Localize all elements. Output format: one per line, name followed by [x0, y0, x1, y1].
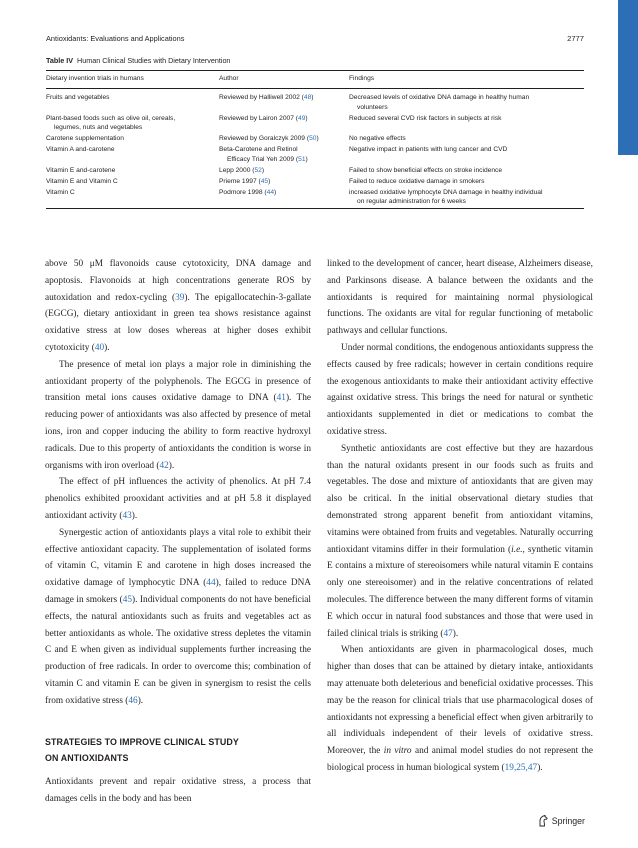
table-row: [46, 188, 584, 207]
author-cell: Reviewed by Lairon 2007 (49): [219, 114, 308, 122]
citation-link[interactable]: 45: [122, 594, 133, 605]
column-header: Author: [219, 75, 239, 82]
citation-link[interactable]: 48: [303, 94, 312, 102]
trial-cell: Plant-based foods such as olive oil, cereals, legumes, nuts and vegetables: [46, 114, 176, 132]
citation-link[interactable]: 19,25,47: [504, 762, 538, 773]
findings-cell: No negative effects: [349, 135, 406, 143]
journal-side-tab: [618, 0, 638, 155]
findings-cell: Negative impact in patients with lung cancer and CVD: [349, 146, 508, 154]
citation-link[interactable]: 43: [122, 510, 132, 521]
paragraph: When antioxidants are given in pharmacological doses, much higher than doses that can be attained by dietary intake, antioxidants may attenuate both deleterious and beneficial oxidative processes. This may be the reason for clinical trials that use pharmacological doses of antioxidants not expressing a beneficial effect when given arbitrarily to all individuals independent of their levels of oxidative stress. Moreover, the in vitro and animal model studies do not represent the biological process in human biological system (19,25,47).: [327, 645, 593, 773]
table-row: [46, 145, 584, 164]
table-caption: [46, 56, 584, 65]
table-bottom-rule: [46, 208, 584, 209]
citation-link[interactable]: 51: [298, 155, 306, 163]
trial-cell: Carotene supplementation: [46, 135, 124, 143]
trial-cell: Fruits and vegetables: [46, 94, 110, 102]
table-header-row: [46, 71, 584, 88]
findings-cell: Failed to show beneficial effects on stroke incidence: [349, 166, 503, 174]
table-body: [46, 89, 584, 206]
findings-cell: Reduced several CVD risk factors in subjects at risk: [349, 114, 502, 122]
citation-link[interactable]: 47: [443, 628, 453, 639]
author-cell: Reviewed by Goralczyk 2009 (50): [219, 135, 319, 143]
paragraph: linked to the development of cancer, heart disease, Alzheimers disease, and Parkinsons disease. A balance between the oxidants and the antioxidants is required for maintaining normal physiological functions. The oxidants are vital for regular functioning of metabolic pathways and cellular functions.: [327, 259, 593, 337]
trial-cell: Vitamin A and-carotene: [46, 146, 115, 154]
paragraph: Synthetic antioxidants are cost effective but they are hazardous than the natural oxidants present in our foods such as fruits and vegetables. The dose and mixture of antioxidants that are given may also be critical. In the initial observational dietary studies that demonstrated strong apparent benefit from antioxidant vitamins, vitamins were obtained from fruits and vegetables. Naturally occurring antioxidant vitamins differ in their formulation (i.e., synthetic vitamin E contains a mixture of stereoisomers while natural vitamin E contains only one stereoisomer) and in the relative concentrations of related molecules. The difference between the many different forms of vitamin E which occur in natural food substances and those that were used in failed clinical trials is striking (47).: [327, 443, 593, 639]
table-row: [46, 93, 584, 112]
paragraph: Under normal conditions, the endogenous antioxidants suppress the effects caused by free radicals; however in certain conditions require the exogenous antioxidants to make their antioxidant activity effective against oxidative stress. This brings the need for natural or synthetic antioxidants supplemented in diet or medications to combat the oxidative stress.: [327, 342, 593, 437]
table-row: [46, 134, 584, 143]
findings-cell: Decreased levels of oxidative DNA damage in healthy human volunteers: [349, 94, 530, 111]
author-cell: Reviewed by Halliwell 2002 (48): [219, 94, 314, 102]
trial-cell: Vitamin C: [46, 188, 75, 196]
author-cell: Lepp 2000 (52): [219, 166, 265, 174]
citation-link[interactable]: 45: [260, 177, 269, 185]
table-row: [46, 114, 584, 133]
author-cell: Podmore 1998 (44): [219, 188, 277, 196]
journal-title: Antioxidants: Evaluations and Applications: [46, 34, 185, 43]
paragraph: Synergestic action of antioxidants plays a vital role to exhibit their effective antioxidant capacity. The supplementation of isolated forms of vitamin C, vitamin E and carotene in high doses increased the oxidative damage of lymphocytic DNA (44), failed to reduce DNA damage in smokers (45). Individual components do not have beneficial effects, the natural antioxidants such as fruits and vegetables act as better antioxidants as whole. The oxidative stress depletes the vitamin C and E when given as individual supplements further increasing the production of free radicals. In order to overcome this; combination of vitamin C and vitamin E can be given in synergism to resist the cells from oxidative stress (46).: [45, 527, 311, 706]
paragraph: above 50 μM flavonoids cause cytotoxicity, DNA damage and apoptosis. Flavonoids at high concentrations generate ROS by autoxidation and redox-cycling (39). The epigallocatechin-3-gallate (EGCG), dietary antioxidant in green tea shows resistance against oxidative stress at low doses whereas at higher doses exhibit cytotoxicity (40).: [45, 259, 311, 353]
italic-text: in vitro: [383, 746, 412, 757]
springer-horse-icon: [537, 814, 549, 827]
running-head: [46, 34, 584, 43]
table-iv: [46, 56, 584, 209]
findings-cell: increased oxidative lymphocyte DNA damage in healthy individual on regular administration for 6 weeks: [349, 188, 543, 206]
citation-link[interactable]: 46: [128, 695, 138, 706]
trial-cell: Vitamin E and Vitamin C: [46, 177, 118, 185]
table-caption-text: Human Clinical Studies with Dietary Intervention: [77, 56, 231, 65]
table-row: [46, 166, 584, 175]
right-column: [327, 256, 593, 777]
author-cell: Prieme 1997 (45): [219, 177, 271, 185]
page-number: 2777: [567, 34, 584, 43]
section-heading-line: STRATEGIES TO IMPROVE CLINICAL STUDY: [45, 736, 239, 747]
citation-link[interactable]: 39: [175, 292, 185, 303]
publisher-name: Springer: [551, 815, 585, 826]
paragraph: The presence of metal ion plays a major role in diminishing the antioxidant property of the polyphenols. The EGCG in presence of transition metal ions causes oxidative damage to DNA (41). The reducing power of antioxidants was also affected by presence of metal ions, iron and copper inducing the ability to form reactive hydroxyl radicals. Due to this property of antioxidants the condition is worse in organisms with iron overload (42).: [45, 359, 311, 471]
citation-link[interactable]: 49: [298, 114, 306, 122]
column-header: Dietary invention trials in humans: [46, 75, 144, 82]
left-column: [45, 256, 311, 807]
column-header: Findings: [349, 75, 375, 82]
table-row: [46, 177, 584, 186]
trial-cell: Vitamin E and-carotene: [46, 166, 116, 174]
section-heading: [45, 734, 311, 767]
table-label: Table IV: [46, 56, 74, 65]
section-heading-line: ON ANTIOXIDANTS: [45, 753, 129, 764]
italic-text: i.e.: [511, 544, 523, 555]
citation-link[interactable]: 42: [159, 460, 169, 471]
paragraph: The effect of pH influences the activity of phenolics. At pH 7.4 phenolics exhibited prooxidant activities and at pH 5.8 it displayed antioxidant activity (43).: [45, 477, 311, 521]
findings-cell: Failed to reduce oxidative damage in smokers: [349, 177, 485, 185]
citation-link[interactable]: 50: [309, 135, 317, 143]
citation-link[interactable]: 40: [94, 342, 105, 353]
citation-link[interactable]: 44: [266, 188, 275, 196]
citation-link[interactable]: 44: [206, 578, 216, 589]
paragraph: Antioxidants prevent and repair oxidative stress, a process that damages cells in the body and has been: [45, 776, 311, 804]
publisher-mark: [537, 814, 585, 827]
citation-link[interactable]: 41: [276, 393, 286, 404]
citation-link[interactable]: 52: [254, 166, 262, 174]
author-cell: Beta-Carotene and Retinol Efficacy Trial Yeh 2009 (51): [219, 146, 308, 163]
